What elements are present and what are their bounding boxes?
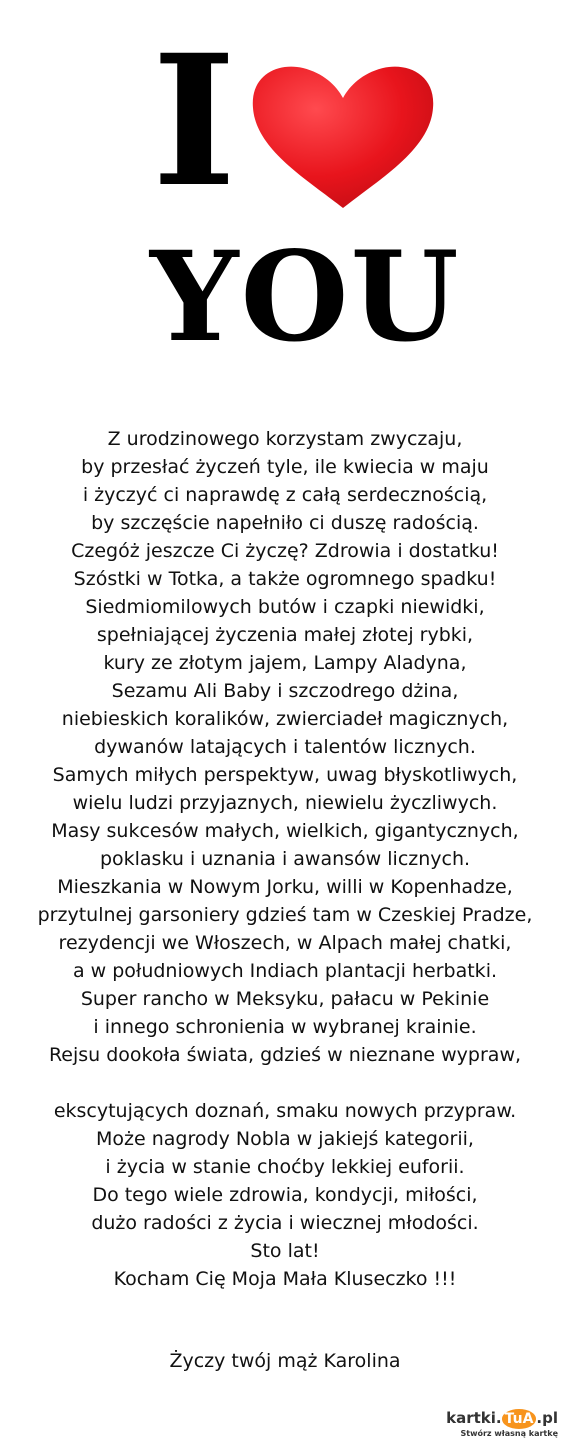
poem-line: Czegóż jeszcze Ci życzę? Zdrowia i dostatku! — [71, 540, 499, 562]
poem-text — [20, 425, 550, 1293]
poem-line: przytulnej garsoniery gdzieś tam w Czeskiej Pradze, — [37, 904, 533, 926]
poem-line: i życia w stanie choćby lekkiej euforii. — [105, 1156, 465, 1178]
brand-name-suffix: .pl — [536, 1409, 558, 1427]
brand-logo[interactable] — [412, 1405, 562, 1445]
poem-line: by szczęście napełniło ci duszę radością. — [91, 512, 479, 534]
poem-line: Może nagrody Nobla w jakiejś kategorii, — [96, 1128, 474, 1150]
poem-line: poklasku i uznania i awansów licznych. — [99, 848, 471, 870]
poem-line: Szóstki w Totka, a także ogromnego spadku! — [73, 568, 497, 590]
brand-tagline: Stwórz własną kartkę — [460, 1429, 558, 1438]
poem-line: Do tego wiele zdrowia, kondycji, miłości, — [92, 1184, 478, 1206]
poem-line: i innego schronienia w wybranej krainie. — [93, 1016, 477, 1038]
poem-line: kury ze złotym jajem, Lampy Aladyna, — [103, 652, 467, 674]
brand-badge: TuA — [502, 1409, 537, 1429]
poem-line: Samych miłych perspektyw, uwag błyskotliwych, — [52, 764, 518, 786]
brand-name — [446, 1409, 558, 1429]
you-word: YOU — [150, 225, 461, 370]
poem-line: niebieskich koralików, zwierciadeł magicznych, — [61, 708, 509, 730]
poem-line: Rejsu dookoła świata, gdzieś w nieznane wypraw, — [48, 1044, 522, 1066]
poem-line: rezydencji we Włoszech, w Alpach małej chatki, — [58, 932, 512, 954]
poem-line: Masy sukcesów małych, wielkich, gigantycznych, — [51, 820, 519, 842]
poem-line: Sto lat! — [250, 1240, 320, 1262]
letter-i: I — [152, 16, 237, 227]
poem-line: Z urodzinowego korzystam zwyczaju, — [107, 428, 463, 450]
brand-name-prefix: kartki. — [446, 1409, 502, 1427]
poem-line: spełniającej życzenia małej złotej rybki, — [96, 624, 474, 646]
poem-line: ekscytujących doznań, smaku nowych przypraw. — [53, 1100, 517, 1122]
poem-line — [20, 1069, 550, 1097]
poem-line: Sezamu Ali Baby i szczodrego dżina, — [111, 680, 459, 702]
poem-line: Siedmiomilowych butów i czapki niewidki, — [85, 596, 485, 618]
signature: Życzy twój mąż Karolina — [169, 1350, 401, 1372]
poem-line: Super rancho w Meksyku, pałacu w Pekinie — [80, 988, 490, 1010]
poem-line: Kocham Cię Moja Mała Kluseczko !!! — [113, 1268, 457, 1290]
poem-line: Mieszkania w Nowym Jorku, willi w Kopenhadze, — [57, 876, 513, 898]
poem-line: by przesłać życzeń tyle, ile kwiecia w maju — [81, 456, 489, 478]
heart-icon — [248, 60, 438, 210]
poem-line: dywanów latających i talentów licznych. — [94, 736, 476, 758]
poem-line: i życzyć ci naprawdę z całą serdecznością, — [82, 484, 488, 506]
poem-line: dużo radości z życia i wiecznej młodości. — [91, 1212, 479, 1234]
poem-line: a w południowych Indiach plantacji herbatki. — [72, 960, 498, 982]
poem-line: wielu ludzi przyjaznych, niewielu życzliwych. — [72, 792, 498, 814]
